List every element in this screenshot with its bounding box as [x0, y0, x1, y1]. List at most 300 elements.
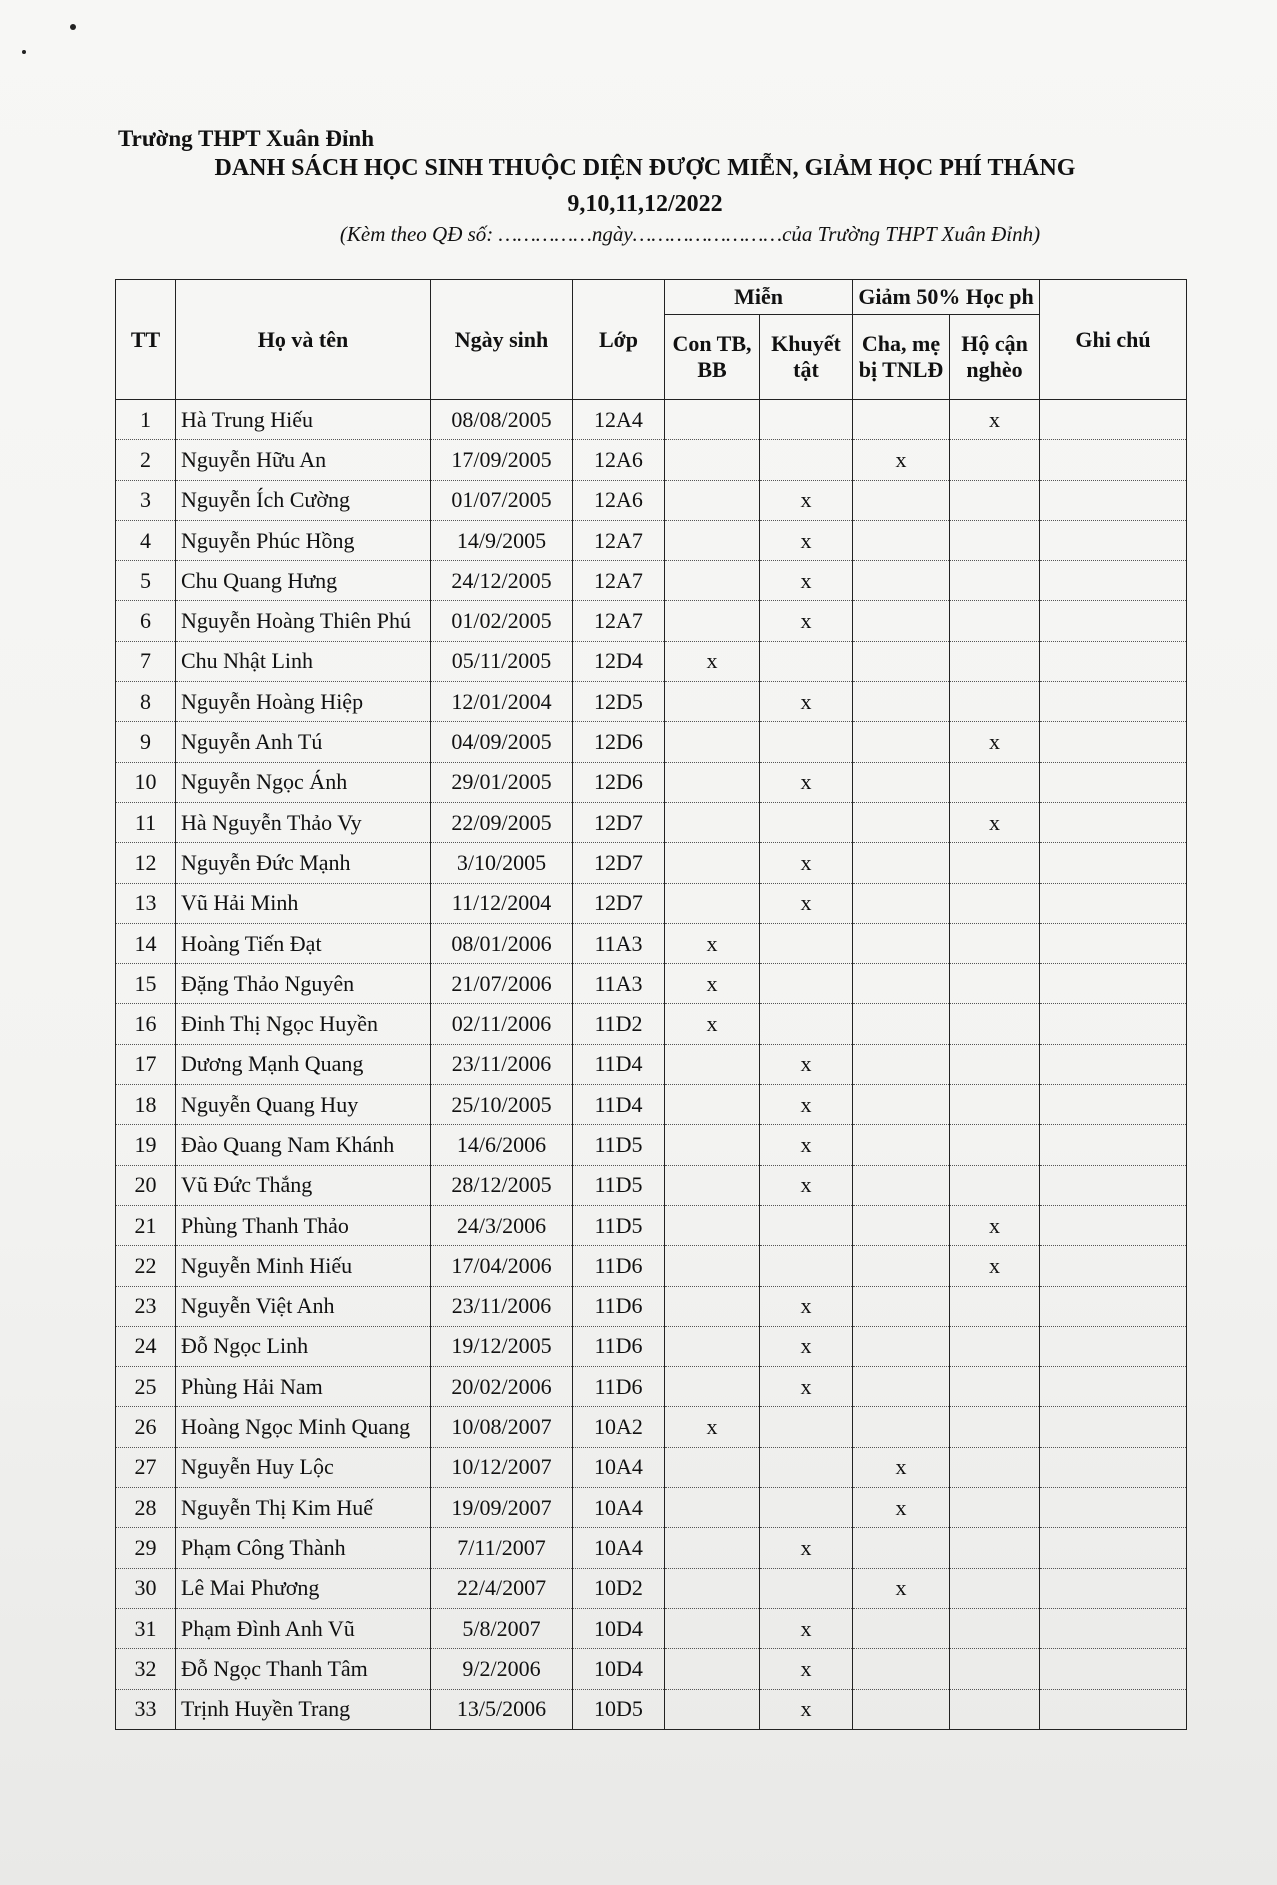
table-row	[116, 923, 1187, 963]
cell-ho-can-ngheo	[950, 601, 1040, 641]
cell-dob: 7/11/2007	[431, 1528, 573, 1568]
cell-ho-can-ngheo	[950, 1326, 1040, 1366]
cell-ho-can-ngheo	[950, 1165, 1040, 1205]
cell-cha-me	[853, 561, 950, 601]
table-row	[116, 1488, 1187, 1528]
cell-class: 12A6	[573, 440, 665, 480]
cell-class: 12D6	[573, 762, 665, 802]
cell-khuyet-tat	[760, 1488, 853, 1528]
cell-con-tb	[665, 1125, 760, 1165]
cell-khuyet-tat: x	[760, 1649, 853, 1689]
cell-khuyet-tat: x	[760, 601, 853, 641]
table-row	[116, 1326, 1187, 1366]
table-row	[116, 1608, 1187, 1648]
cell-name: Nguyễn Phúc Hồng	[176, 520, 431, 560]
cell-tt: 31	[116, 1608, 176, 1648]
cell-ghi-chu	[1040, 883, 1187, 923]
cell-ho-can-ngheo	[950, 440, 1040, 480]
table-row	[116, 682, 1187, 722]
cell-cha-me	[853, 682, 950, 722]
cell-ho-can-ngheo	[950, 1044, 1040, 1084]
table-row	[116, 843, 1187, 883]
cell-name: Đỗ Ngọc Linh	[176, 1326, 431, 1366]
title-line-1: DANH SÁCH HỌC SINH THUỘC DIỆN ĐƯỢC MIỄN, GIẢM HỌC PHÍ THÁNG	[214, 155, 1076, 181]
cell-con-tb	[665, 601, 760, 641]
cell-ghi-chu	[1040, 1608, 1187, 1648]
table-row	[116, 641, 1187, 681]
cell-dob: 17/09/2005	[431, 440, 573, 480]
cell-tt: 8	[116, 682, 176, 722]
cell-khuyet-tat	[760, 1568, 853, 1608]
cell-con-tb	[665, 843, 760, 883]
cell-khuyet-tat: x	[760, 1689, 853, 1729]
cell-tt: 17	[116, 1044, 176, 1084]
cell-ho-can-ngheo	[950, 520, 1040, 560]
scan-speck	[70, 24, 76, 30]
cell-ho-can-ngheo	[950, 964, 1040, 1004]
cell-ghi-chu	[1040, 964, 1187, 1004]
cell-cha-me: x	[853, 1447, 950, 1487]
table-row	[116, 1085, 1187, 1125]
cell-dob: 13/5/2006	[431, 1689, 573, 1729]
cell-con-tb	[665, 400, 760, 440]
table-row	[116, 1528, 1187, 1568]
cell-tt: 15	[116, 964, 176, 1004]
cell-class: 11D6	[573, 1246, 665, 1286]
table-row	[116, 1246, 1187, 1286]
cell-tt: 9	[116, 722, 176, 762]
cell-class: 11D6	[573, 1326, 665, 1366]
cell-name: Phạm Đình Anh Vũ	[176, 1608, 431, 1648]
cell-con-tb	[665, 1205, 760, 1245]
cell-name: Hoàng Ngọc Minh Quang	[176, 1407, 431, 1447]
cell-cha-me	[853, 480, 950, 520]
cell-ghi-chu	[1040, 1528, 1187, 1568]
cell-dob: 25/10/2005	[431, 1085, 573, 1125]
cell-class: 12D4	[573, 641, 665, 681]
cell-class: 10A4	[573, 1447, 665, 1487]
cell-name: Nguyễn Anh Tú	[176, 722, 431, 762]
cell-name: Phùng Hải Nam	[176, 1367, 431, 1407]
cell-cha-me	[853, 1528, 950, 1568]
cell-con-tb: x	[665, 1407, 760, 1447]
cell-tt: 11	[116, 802, 176, 842]
cell-cha-me	[853, 1044, 950, 1084]
cell-cha-me	[853, 1689, 950, 1729]
cell-ho-can-ngheo	[950, 1488, 1040, 1528]
cell-tt: 33	[116, 1689, 176, 1729]
table-row	[116, 520, 1187, 560]
cell-ghi-chu	[1040, 1205, 1187, 1245]
cell-con-tb	[665, 1568, 760, 1608]
cell-class: 11D5	[573, 1165, 665, 1205]
cell-khuyet-tat: x	[760, 1085, 853, 1125]
table-row	[116, 400, 1187, 440]
cell-dob: 19/09/2007	[431, 1488, 573, 1528]
cell-ho-can-ngheo	[950, 1608, 1040, 1648]
header-ghi-chu: Ghi chú	[1040, 280, 1187, 400]
table-row	[116, 802, 1187, 842]
cell-ho-can-ngheo: x	[950, 722, 1040, 762]
cell-name: Dương Mạnh Quang	[176, 1044, 431, 1084]
cell-dob: 22/4/2007	[431, 1568, 573, 1608]
cell-tt: 10	[116, 762, 176, 802]
table-row	[116, 1407, 1187, 1447]
cell-ho-can-ngheo	[950, 480, 1040, 520]
header-con-tb: Con TB, BB	[665, 315, 760, 400]
cell-class: 10D4	[573, 1608, 665, 1648]
header-ho-can-ngheo: Hộ cận nghèo	[950, 315, 1040, 400]
cell-ho-can-ngheo	[950, 1367, 1040, 1407]
cell-con-tb	[665, 440, 760, 480]
cell-con-tb	[665, 1488, 760, 1528]
cell-khuyet-tat: x	[760, 480, 853, 520]
cell-class: 12A7	[573, 601, 665, 641]
header-giam: Giảm 50% Học ph	[853, 280, 1040, 315]
cell-ghi-chu	[1040, 561, 1187, 601]
cell-class: 10D5	[573, 1689, 665, 1729]
cell-ghi-chu	[1040, 1367, 1187, 1407]
cell-dob: 19/12/2005	[431, 1326, 573, 1366]
cell-ghi-chu	[1040, 843, 1187, 883]
cell-khuyet-tat: x	[760, 561, 853, 601]
cell-dob: 14/9/2005	[431, 520, 573, 560]
cell-tt: 28	[116, 1488, 176, 1528]
cell-tt: 18	[116, 1085, 176, 1125]
cell-ho-can-ngheo	[950, 561, 1040, 601]
cell-tt: 14	[116, 923, 176, 963]
cell-tt: 13	[116, 883, 176, 923]
cell-ghi-chu	[1040, 440, 1187, 480]
cell-ghi-chu	[1040, 762, 1187, 802]
cell-class: 12A4	[573, 400, 665, 440]
cell-khuyet-tat: x	[760, 762, 853, 802]
cell-name: Nguyễn Ngọc Ánh	[176, 762, 431, 802]
cell-ho-can-ngheo	[950, 1568, 1040, 1608]
cell-dob: 05/11/2005	[431, 641, 573, 681]
cell-name: Phùng Thanh Thảo	[176, 1205, 431, 1245]
cell-con-tb	[665, 1528, 760, 1568]
cell-khuyet-tat: x	[760, 1044, 853, 1084]
cell-dob: 3/10/2005	[431, 843, 573, 883]
cell-dob: 23/11/2006	[431, 1044, 573, 1084]
cell-dob: 01/07/2005	[431, 480, 573, 520]
cell-dob: 08/01/2006	[431, 923, 573, 963]
cell-cha-me	[853, 802, 950, 842]
cell-ho-can-ngheo	[950, 1447, 1040, 1487]
cell-tt: 22	[116, 1246, 176, 1286]
cell-cha-me	[853, 1246, 950, 1286]
cell-dob: 24/3/2006	[431, 1205, 573, 1245]
cell-ho-can-ngheo	[950, 1649, 1040, 1689]
table-row	[116, 1649, 1187, 1689]
cell-name: Chu Quang Hưng	[176, 561, 431, 601]
cell-dob: 22/09/2005	[431, 802, 573, 842]
table-row	[116, 601, 1187, 641]
cell-ho-can-ngheo	[950, 1004, 1040, 1044]
cell-ghi-chu	[1040, 1085, 1187, 1125]
cell-tt: 1	[116, 400, 176, 440]
cell-dob: 02/11/2006	[431, 1004, 573, 1044]
cell-class: 12A6	[573, 480, 665, 520]
cell-ho-can-ngheo	[950, 883, 1040, 923]
table-row	[116, 440, 1187, 480]
cell-name: Nguyễn Hoàng Hiệp	[176, 682, 431, 722]
cell-con-tb	[665, 1044, 760, 1084]
cell-con-tb	[665, 722, 760, 762]
cell-class: 11D4	[573, 1085, 665, 1125]
cell-khuyet-tat: x	[760, 682, 853, 722]
cell-class: 12D6	[573, 722, 665, 762]
table-row	[116, 480, 1187, 520]
cell-khuyet-tat	[760, 802, 853, 842]
cell-ghi-chu	[1040, 1488, 1187, 1528]
cell-ho-can-ngheo: x	[950, 1205, 1040, 1245]
cell-ghi-chu	[1040, 1568, 1187, 1608]
cell-name: Phạm Công Thành	[176, 1528, 431, 1568]
cell-dob: 17/04/2006	[431, 1246, 573, 1286]
table-row	[116, 1044, 1187, 1084]
cell-dob: 29/01/2005	[431, 762, 573, 802]
cell-khuyet-tat	[760, 923, 853, 963]
cell-ghi-chu	[1040, 802, 1187, 842]
cell-cha-me	[853, 843, 950, 883]
table-row	[116, 1004, 1187, 1044]
table-row	[116, 1286, 1187, 1326]
cell-ghi-chu	[1040, 1407, 1187, 1447]
cell-ghi-chu	[1040, 601, 1187, 641]
cell-class: 11A3	[573, 964, 665, 1004]
cell-tt: 21	[116, 1205, 176, 1245]
cell-dob: 04/09/2005	[431, 722, 573, 762]
cell-ghi-chu	[1040, 923, 1187, 963]
cell-cha-me	[853, 923, 950, 963]
cell-class: 12D7	[573, 802, 665, 842]
cell-dob: 23/11/2006	[431, 1286, 573, 1326]
cell-khuyet-tat: x	[760, 843, 853, 883]
cell-con-tb	[665, 480, 760, 520]
cell-dob: 10/08/2007	[431, 1407, 573, 1447]
cell-class: 11D2	[573, 1004, 665, 1044]
header-tt: TT	[116, 280, 176, 400]
cell-name: Đặng Thảo Nguyên	[176, 964, 431, 1004]
cell-name: Nguyễn Minh Hiếu	[176, 1246, 431, 1286]
cell-khuyet-tat: x	[760, 1528, 853, 1568]
cell-ho-can-ngheo	[950, 1125, 1040, 1165]
cell-dob: 9/2/2006	[431, 1649, 573, 1689]
cell-cha-me	[853, 883, 950, 923]
cell-tt: 19	[116, 1125, 176, 1165]
header-cha-me: Cha, mẹ bị TNLĐ	[853, 315, 950, 400]
cell-cha-me	[853, 1367, 950, 1407]
cell-khuyet-tat: x	[760, 1326, 853, 1366]
cell-tt: 32	[116, 1649, 176, 1689]
cell-tt: 16	[116, 1004, 176, 1044]
cell-khuyet-tat: x	[760, 1286, 853, 1326]
cell-name: Đinh Thị Ngọc Huyền	[176, 1004, 431, 1044]
cell-tt: 30	[116, 1568, 176, 1608]
cell-tt: 5	[116, 561, 176, 601]
cell-cha-me	[853, 1649, 950, 1689]
cell-class: 12A7	[573, 561, 665, 601]
cell-ho-can-ngheo	[950, 1085, 1040, 1125]
cell-khuyet-tat: x	[760, 1608, 853, 1648]
cell-ho-can-ngheo	[950, 1407, 1040, 1447]
cell-name: Hoàng Tiến Đạt	[176, 923, 431, 963]
cell-class: 10A2	[573, 1407, 665, 1447]
cell-con-tb: x	[665, 964, 760, 1004]
cell-name: Đỗ Ngọc Thanh Tâm	[176, 1649, 431, 1689]
cell-ghi-chu	[1040, 1689, 1187, 1729]
document-subtitle: (Kèm theo QĐ số: ……………ngày……………………của Trường THPT Xuân Đỉnh)	[339, 222, 1041, 246]
cell-class: 12D5	[573, 682, 665, 722]
cell-con-tb	[665, 1447, 760, 1487]
cell-cha-me	[853, 762, 950, 802]
cell-con-tb	[665, 1286, 760, 1326]
cell-ho-can-ngheo	[950, 1528, 1040, 1568]
cell-ghi-chu	[1040, 1447, 1187, 1487]
header-dob: Ngày sinh	[431, 280, 573, 400]
cell-con-tb	[665, 1085, 760, 1125]
header-name: Họ và tên	[176, 280, 431, 400]
document-title	[150, 150, 1140, 222]
cell-tt: 27	[116, 1447, 176, 1487]
cell-class: 10D2	[573, 1568, 665, 1608]
cell-khuyet-tat: x	[760, 520, 853, 560]
cell-khuyet-tat	[760, 1447, 853, 1487]
cell-cha-me	[853, 1165, 950, 1205]
cell-name: Nguyễn Quang Huy	[176, 1085, 431, 1125]
cell-name: Trịnh Huyền Trang	[176, 1689, 431, 1729]
cell-dob: 01/02/2005	[431, 601, 573, 641]
cell-khuyet-tat	[760, 641, 853, 681]
cell-ghi-chu	[1040, 480, 1187, 520]
cell-ho-can-ngheo	[950, 1286, 1040, 1326]
cell-cha-me	[853, 1004, 950, 1044]
cell-ghi-chu	[1040, 1125, 1187, 1165]
cell-ghi-chu	[1040, 682, 1187, 722]
cell-tt: 25	[116, 1367, 176, 1407]
cell-ghi-chu	[1040, 641, 1187, 681]
cell-name: Chu Nhật Linh	[176, 641, 431, 681]
cell-name: Vũ Hải Minh	[176, 883, 431, 923]
cell-ho-can-ngheo: x	[950, 400, 1040, 440]
cell-class: 12A7	[573, 520, 665, 560]
cell-name: Vũ Đức Thắng	[176, 1165, 431, 1205]
cell-tt: 29	[116, 1528, 176, 1568]
cell-class: 12D7	[573, 883, 665, 923]
cell-ho-can-ngheo	[950, 762, 1040, 802]
cell-tt: 2	[116, 440, 176, 480]
cell-class: 11D6	[573, 1367, 665, 1407]
cell-khuyet-tat	[760, 1407, 853, 1447]
cell-name: Nguyễn Thị Kim Huế	[176, 1488, 431, 1528]
cell-class: 10A4	[573, 1528, 665, 1568]
table-row	[116, 1367, 1187, 1407]
table-row	[116, 561, 1187, 601]
cell-dob: 24/12/2005	[431, 561, 573, 601]
cell-class: 11D5	[573, 1125, 665, 1165]
cell-con-tb	[665, 1326, 760, 1366]
cell-khuyet-tat	[760, 722, 853, 762]
table-row	[116, 1125, 1187, 1165]
cell-tt: 3	[116, 480, 176, 520]
cell-cha-me	[853, 400, 950, 440]
cell-con-tb	[665, 1367, 760, 1407]
cell-cha-me: x	[853, 440, 950, 480]
cell-con-tb: x	[665, 1004, 760, 1044]
cell-khuyet-tat: x	[760, 1165, 853, 1205]
cell-dob: 21/07/2006	[431, 964, 573, 1004]
cell-cha-me	[853, 1125, 950, 1165]
cell-tt: 7	[116, 641, 176, 681]
cell-ghi-chu	[1040, 1165, 1187, 1205]
cell-name: Đào Quang Nam Khánh	[176, 1125, 431, 1165]
cell-tt: 6	[116, 601, 176, 641]
cell-ghi-chu	[1040, 1286, 1187, 1326]
cell-ho-can-ngheo	[950, 682, 1040, 722]
cell-cha-me	[853, 641, 950, 681]
table-row	[116, 1205, 1187, 1245]
cell-tt: 24	[116, 1326, 176, 1366]
cell-con-tb	[665, 520, 760, 560]
table-row	[116, 883, 1187, 923]
cell-cha-me: x	[853, 1568, 950, 1608]
cell-cha-me	[853, 722, 950, 762]
cell-dob: 11/12/2004	[431, 883, 573, 923]
cell-con-tb	[665, 682, 760, 722]
header-mien: Miễn	[665, 280, 853, 315]
cell-con-tb: x	[665, 641, 760, 681]
cell-ghi-chu	[1040, 520, 1187, 560]
cell-con-tb	[665, 883, 760, 923]
cell-con-tb	[665, 1689, 760, 1729]
cell-cha-me	[853, 601, 950, 641]
cell-cha-me	[853, 520, 950, 560]
cell-dob: 28/12/2005	[431, 1165, 573, 1205]
cell-cha-me	[853, 1407, 950, 1447]
cell-dob: 5/8/2007	[431, 1608, 573, 1648]
cell-dob: 08/08/2005	[431, 400, 573, 440]
table-row	[116, 1568, 1187, 1608]
title-line-2: 9,10,11,12/2022	[567, 191, 723, 217]
cell-khuyet-tat	[760, 964, 853, 1004]
table-row	[116, 722, 1187, 762]
cell-ghi-chu	[1040, 1004, 1187, 1044]
cell-cha-me	[853, 1205, 950, 1245]
scan-speck	[22, 50, 26, 54]
cell-name: Nguyễn Hoàng Thiên Phú	[176, 601, 431, 641]
cell-khuyet-tat	[760, 1246, 853, 1286]
cell-con-tb	[665, 561, 760, 601]
cell-cha-me	[853, 964, 950, 1004]
table-body	[116, 400, 1187, 1730]
cell-tt: 23	[116, 1286, 176, 1326]
cell-tt: 26	[116, 1407, 176, 1447]
cell-name: Lê Mai Phương	[176, 1568, 431, 1608]
cell-con-tb	[665, 1608, 760, 1648]
cell-khuyet-tat: x	[760, 1367, 853, 1407]
cell-dob: 10/12/2007	[431, 1447, 573, 1487]
cell-class: 10D4	[573, 1649, 665, 1689]
cell-ghi-chu	[1040, 400, 1187, 440]
cell-con-tb	[665, 1246, 760, 1286]
cell-dob: 20/02/2006	[431, 1367, 573, 1407]
cell-ho-can-ngheo: x	[950, 1246, 1040, 1286]
cell-ho-can-ngheo	[950, 843, 1040, 883]
table-row	[116, 762, 1187, 802]
cell-con-tb	[665, 762, 760, 802]
